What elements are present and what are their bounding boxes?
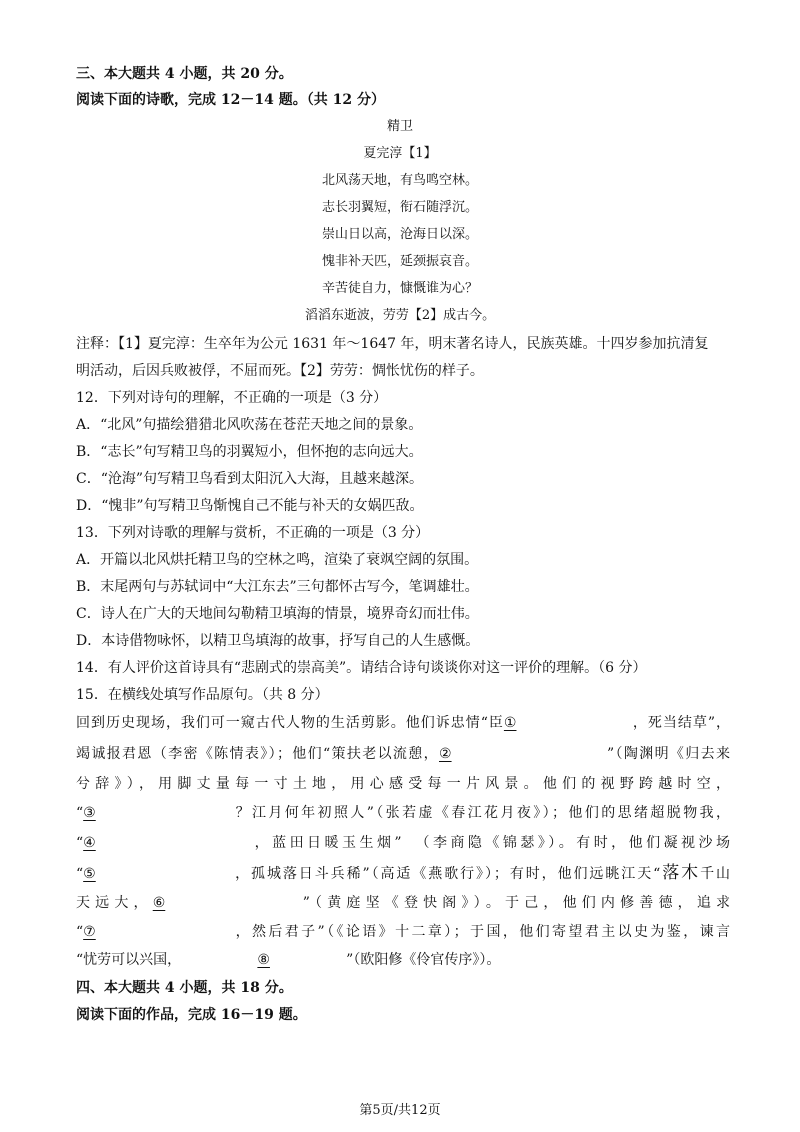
section4-instruction: 阅读下面的作品，完成 16－19 题。 bbox=[76, 1007, 307, 1023]
fill-blank-4[interactable]: ④ bbox=[83, 835, 96, 851]
q13-option-a: A．开篇以北风烘托精卫鸟的空林之鸣，渲染了衰飒空阔的氛围。 bbox=[76, 552, 479, 568]
q15-passage-line: “⑤ ，孤城落日斗兵稀”（高适《燕歌行》）；有时，他们远眺江天“落木千山 bbox=[76, 863, 731, 883]
q12-option-d: D．“愧非”句写精卫鸟惭愧自己不能与补天的女娲匹敌。 bbox=[76, 498, 424, 514]
poem-note-cont: 明活动，后因兵败被俘，不屈而死。【2】劳劳：惆怅忧伤的样子。 bbox=[76, 363, 484, 379]
fill-blank-5[interactable]: ⑤ bbox=[83, 866, 96, 882]
q12-option-c: C．“沧海”句写精卫鸟看到太阳沉入大海，且越来越深。 bbox=[76, 471, 424, 487]
fill-blank-2[interactable]: ② bbox=[439, 746, 452, 762]
fill-blank-3[interactable]: ③ bbox=[83, 805, 96, 821]
poem-line: 愧非补天匹，延颈振哀音。 bbox=[321, 254, 478, 269]
q15-passage-line: 回到历史现场，我们可一窥古代人物的生活剪影。他们诉忠情“臣① ，死当结草”， bbox=[76, 715, 730, 731]
q15-passage-line: “⑦ ，然后君子”（《论语》十二章）；于国，他们寄望君主以史为鉴，谏言 bbox=[76, 924, 730, 940]
q13-option-d: D．本诗借物咏怀，以精卫鸟填海的故事，抒写自己的人生感慨。 bbox=[76, 633, 480, 649]
poem-note: 注释：【1】夏完淳：生卒年为公元 1631 年～1647 年，明末著名诗人，民族英雄。十四岁参加抗清复 bbox=[76, 336, 709, 352]
fill-blank-6[interactable]: ⑥ bbox=[152, 895, 166, 911]
poem-line: 崇山日以高，沧海日以深。 bbox=[321, 227, 478, 242]
fill-blank-1[interactable]: ① bbox=[503, 715, 517, 731]
q15-passage-line: “③ ？江月何年初照人”（张若虚《春江花月夜》）；他们的思绪超脱物我， bbox=[76, 805, 730, 821]
poem-title: 精卫 bbox=[386, 119, 413, 134]
poem-line: 滔滔东逝波，劳劳【2】成古今。 bbox=[304, 308, 496, 323]
page-number: 第5页/共12页 bbox=[359, 1103, 441, 1118]
q15-stem: 15．在横线处填写作品原句。（共 8 分） bbox=[76, 687, 329, 703]
q15-passage-line: “④ ，蓝田日暖玉生烟” （李商隐《锦瑟》）。有时，他们凝视沙场 bbox=[76, 835, 730, 851]
q13-stem: 13．下列对诗歌的理解与赏析，不正确的一项是（3 分） bbox=[76, 525, 430, 541]
q13-option-b: B．末尾两句与苏轼词中“大江东去”三句都怀古写今，笔调雄壮。 bbox=[76, 579, 479, 595]
q13-option-c: C．诗人在广大的天地间勾勒精卫填海的情景，境界奇幻而壮伟。 bbox=[76, 606, 479, 622]
q15-passage-line: 竭诚报君恩（李密《陈情表》）；他们“策扶老以流憩，② ”（陶渊明《归去来 bbox=[76, 746, 730, 762]
poem-line: 志长羽翼短，衔石随浮沉。 bbox=[321, 200, 478, 215]
section3-instruction: 阅读下面的诗歌，完成 12－14 题。（共 12 分） bbox=[76, 92, 385, 108]
section3-heading: 三、本大题共 4 小题，共 20 分。 bbox=[76, 66, 293, 82]
q12-option-a: A．“北风”句描绘猎猎北风吹荡在苍茫天地之间的景象。 bbox=[76, 417, 423, 433]
q15-passage-line: 兮辞》），用脚丈量每一寸土地，用心感受每一片风景。他们的视野跨越时空， bbox=[76, 776, 730, 792]
q12-option-b: B．“志长”句写精卫鸟的羽翼短小，但怀抱的志向远大。 bbox=[76, 444, 423, 460]
q15-passage-line: 天远大，⑥ ”（黄庭坚《登快阁》）。于己，他们内修善德，追求 bbox=[76, 895, 731, 911]
fill-blank-7[interactable]: ⑦ bbox=[83, 924, 96, 940]
q15-passage-line: “忧劳可以兴国， ⑧ ”（欧阳修《伶官传序》）。 bbox=[76, 952, 501, 968]
q12-stem: 12．下列对诗句的理解，不正确的一项是（3 分） bbox=[76, 390, 388, 406]
poem-line: 辛苦徒自力，慷慨谁为心？ bbox=[321, 281, 478, 296]
fill-blank-8[interactable]: ⑧ bbox=[257, 952, 270, 968]
section4-heading: 四、本大题共 4 小题，共 18 分。 bbox=[76, 980, 293, 996]
poem-line: 北风荡天地，有鸟鸣空林。 bbox=[321, 173, 478, 188]
poem-author: 夏完淳【1】 bbox=[363, 146, 437, 161]
q14-stem: 14．有人评价这首诗具有“悲剧式的崇高美”。请结合诗句谈谈你对这一评价的理解。（6 分） bbox=[76, 660, 647, 676]
